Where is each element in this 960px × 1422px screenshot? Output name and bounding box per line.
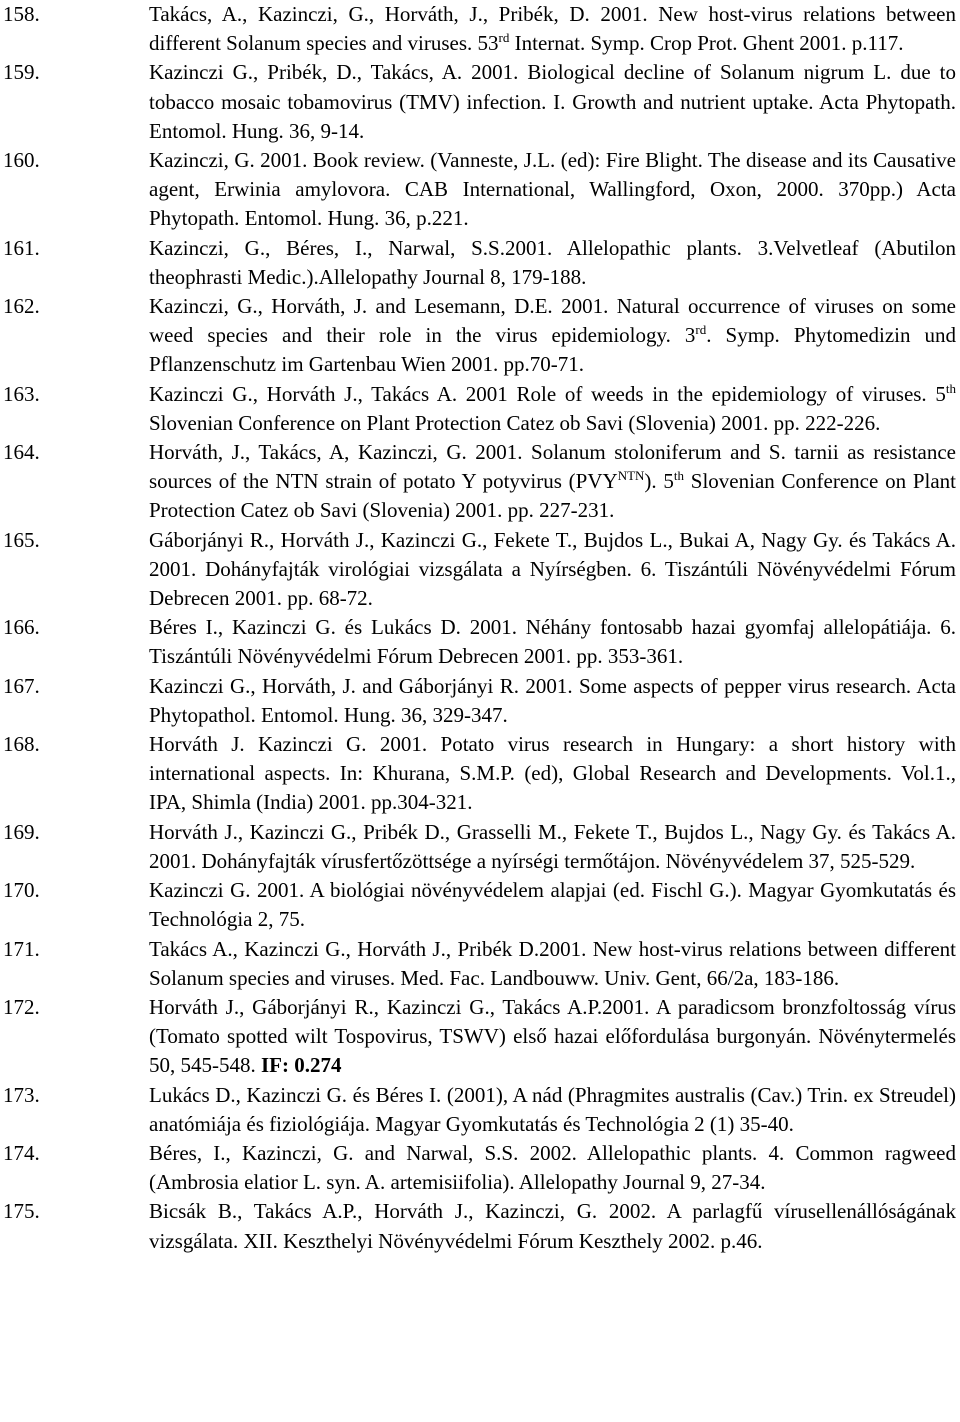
reference-number: 173. <box>3 1082 40 1107</box>
reference-number: 159. <box>3 60 40 85</box>
reference-text: Kazinczi, G., Horváth, J. and Lesemann, D.E. 2001. Natural occurrence of viruses on some weed species and their role in the virus epidemiology. 3rd. Symp. Phytomedizin und Pflanzenschutz im Gartenbau Wien 2001. pp.70-71. <box>149 294 956 377</box>
reference-number: 158. <box>3 2 40 26</box>
reference-item <box>3 876 956 934</box>
reference-text: Kazinczi G. 2001. A biológiai növényvédelem alapjai (ed. Fischl G.). Magyar Gyomkutatás és Technológia 2, 75. <box>149 878 956 932</box>
reference-item <box>3 0 956 58</box>
reference-text: Kazinczi G., Pribék, D., Takács, A. 2001. Biological decline of Solanum nigrum L. due to tobacco mosaic tobamovirus (TMV) infection. I. Growth and nutrient uptake. Acta Phytopath. Entomol. Hung. 36, 9-14. <box>149 60 956 143</box>
reference-item <box>3 613 956 671</box>
reference-text: Béres, I., Kazinczi, G. and Narwal, S.S. 2002. Allelopathic plants. 4. Common ragweed (Ambrosia elatior L. syn. A. artemisiifolia). Allelopathy Journal 9, 27-34. <box>149 1140 956 1195</box>
reference-text: Béres I., Kazinczi G. és Lukács D. 2001. Néhány fontosabb hazai gyomfaj allelopátiája. 6. Tiszántúli Növényvédelmi Fórum Debrecen 2001. pp. 353-361. <box>149 615 956 669</box>
reference-item <box>3 672 956 730</box>
reference-item <box>3 526 956 614</box>
reference-item <box>3 234 956 292</box>
reference-number: 166. <box>3 615 40 640</box>
reference-text: Takács A., Kazinczi G., Horváth J., Pribék D.2001. New host-virus relations between different Solanum species and viruses. Med. Fac. Landbouww. Univ. Gent, 66/2a, 183-186. <box>149 936 956 990</box>
reference-number: 164. <box>3 440 40 465</box>
reference-number: 160. <box>3 148 40 173</box>
reference-text: Gáborjányi R., Horváth J., Kazinczi G., Fekete T., Bujdos L., Bukai A, Nagy Gy. és Takács A. 2001. Dohányfajták virológiai vizsgálata a Nyírségben. 6. Tiszántúli Növényvédelmi Fórum Debrecen 2001. pp. 68-72. <box>149 527 956 611</box>
reference-number: 172. <box>3 994 40 1019</box>
reference-item <box>3 1197 956 1255</box>
reference-item <box>3 730 956 818</box>
reference-item <box>3 58 956 146</box>
reference-item <box>3 380 956 438</box>
reference-text: Kazinczi, G., Béres, I., Narwal, S.S.2001. Allelopathic plants. 3.Velvetleaf (Abutilon theophrasti Medic.).Allelopathy Journal 8, 179-188. <box>149 235 956 289</box>
reference-number: 175. <box>3 1199 40 1224</box>
reference-item <box>3 993 956 1081</box>
reference-text: Takács, A., Kazinczi, G., Horváth, J., Pribék, D. 2001. New host-virus relations between different Solanum species and viruses. 53rd Internat. Symp. Crop Prot. Ghent 2001. p.117. <box>149 2 956 56</box>
reference-number: 174. <box>3 1140 40 1165</box>
reference-number: 170. <box>3 878 40 903</box>
reference-number: 161. <box>3 235 40 260</box>
reference-text: Horváth, J., Takács, A, Kazinczi, G. 2001. Solanum stoloniferum and S. tarnii as resistance sources of the NTN strain of potato Y potyvirus $(PVY^{NTN})$. 5th Slovenian Conference on Plant Protection Catez ob Savi (Slovenia) 2001. pp. 227-231. <box>149 440 956 523</box>
reference-item <box>3 1139 956 1197</box>
reference-text: Kazinczi G., Horváth, J. and Gáborjányi R. 2001. Some aspects of pepper virus research. Acta Phytopathol. Entomol. Hung. 36, 329-347. <box>149 673 956 727</box>
reference-number: 162. <box>3 294 40 319</box>
reference-text: Kazinczi G., Horváth J., Takács A. 2001 Role of weeds in the epidemiology of viruses. 5th Slovenian Conference on Plant Protection Catez ob Savi (Slovenia) 2001. pp. 222-226. <box>149 380 956 435</box>
reference-text: Kazinczi, G. 2001. Book review. (Vanneste, J.L. (ed): Fire Blight. The disease and its Causative agent, Erwinia amylovora. CAB International, Wallingford, Oxon, 2000. 370pp.) Acta Phytopath. Entomol. Hung. 36, p.221. <box>149 148 956 231</box>
reference-item <box>3 818 956 876</box>
reference-text: Horváth J., Kazinczi G., Pribék D., Grasselli M., Fekete T., Bujdos L., Nagy Gy. és Takács A. 2001. Dohányfajták vírusfertőzöttsége a nyírségi termőtájon. Növényvédelem 37, 525-529. <box>149 819 956 873</box>
reference-number: 167. <box>3 673 40 698</box>
reference-number: 171. <box>3 936 40 961</box>
reference-number: 163. <box>3 381 40 406</box>
reference-item <box>3 1081 956 1139</box>
reference-text: Horváth J. Kazinczi G. 2001. Potato virus research in Hungary: a short history with international aspects. In: Khurana, S.M.P. (ed), Global Research and Developments. Vol.1., IPA, Shimla (India) 2001. pp.304-321. <box>149 732 956 815</box>
reference-item <box>3 146 956 234</box>
reference-number: 169. <box>3 819 40 844</box>
reference-text: Bicsák B., Takács A.P., Horváth J., Kazinczi, G. 2002. A parlagfű vírusellenállóságának vizsgálata. XII. Keszthelyi Növényvédelmi Fórum Keszthely 2002. p.46. <box>149 1199 956 1253</box>
reference-text: Horváth J., Gáborjányi R., Kazinczi G., Takács A.P.2001. A paradicsom bronzfoltosság vírus (Tomato spotted wilt Tospovirus, TSWV) első hazai előfordulása burgonyán. Növénytermelés 50, 545-548. IF: 0.274 <box>149 994 956 1078</box>
reference-number: 165. <box>3 527 40 552</box>
reference-item <box>3 438 956 526</box>
reference-item <box>3 935 956 993</box>
reference-text: Lukács D., Kazinczi G. és Béres I. (2001), A nád (Phragmites australis (Cav.) Trin. ex Streudel) anatómiája és fiziológiája. Magyar Gyomkutatás és Technológia 2 (1) 35-40. <box>149 1082 956 1136</box>
reference-item <box>3 292 956 380</box>
reference-number: 168. <box>3 732 40 757</box>
